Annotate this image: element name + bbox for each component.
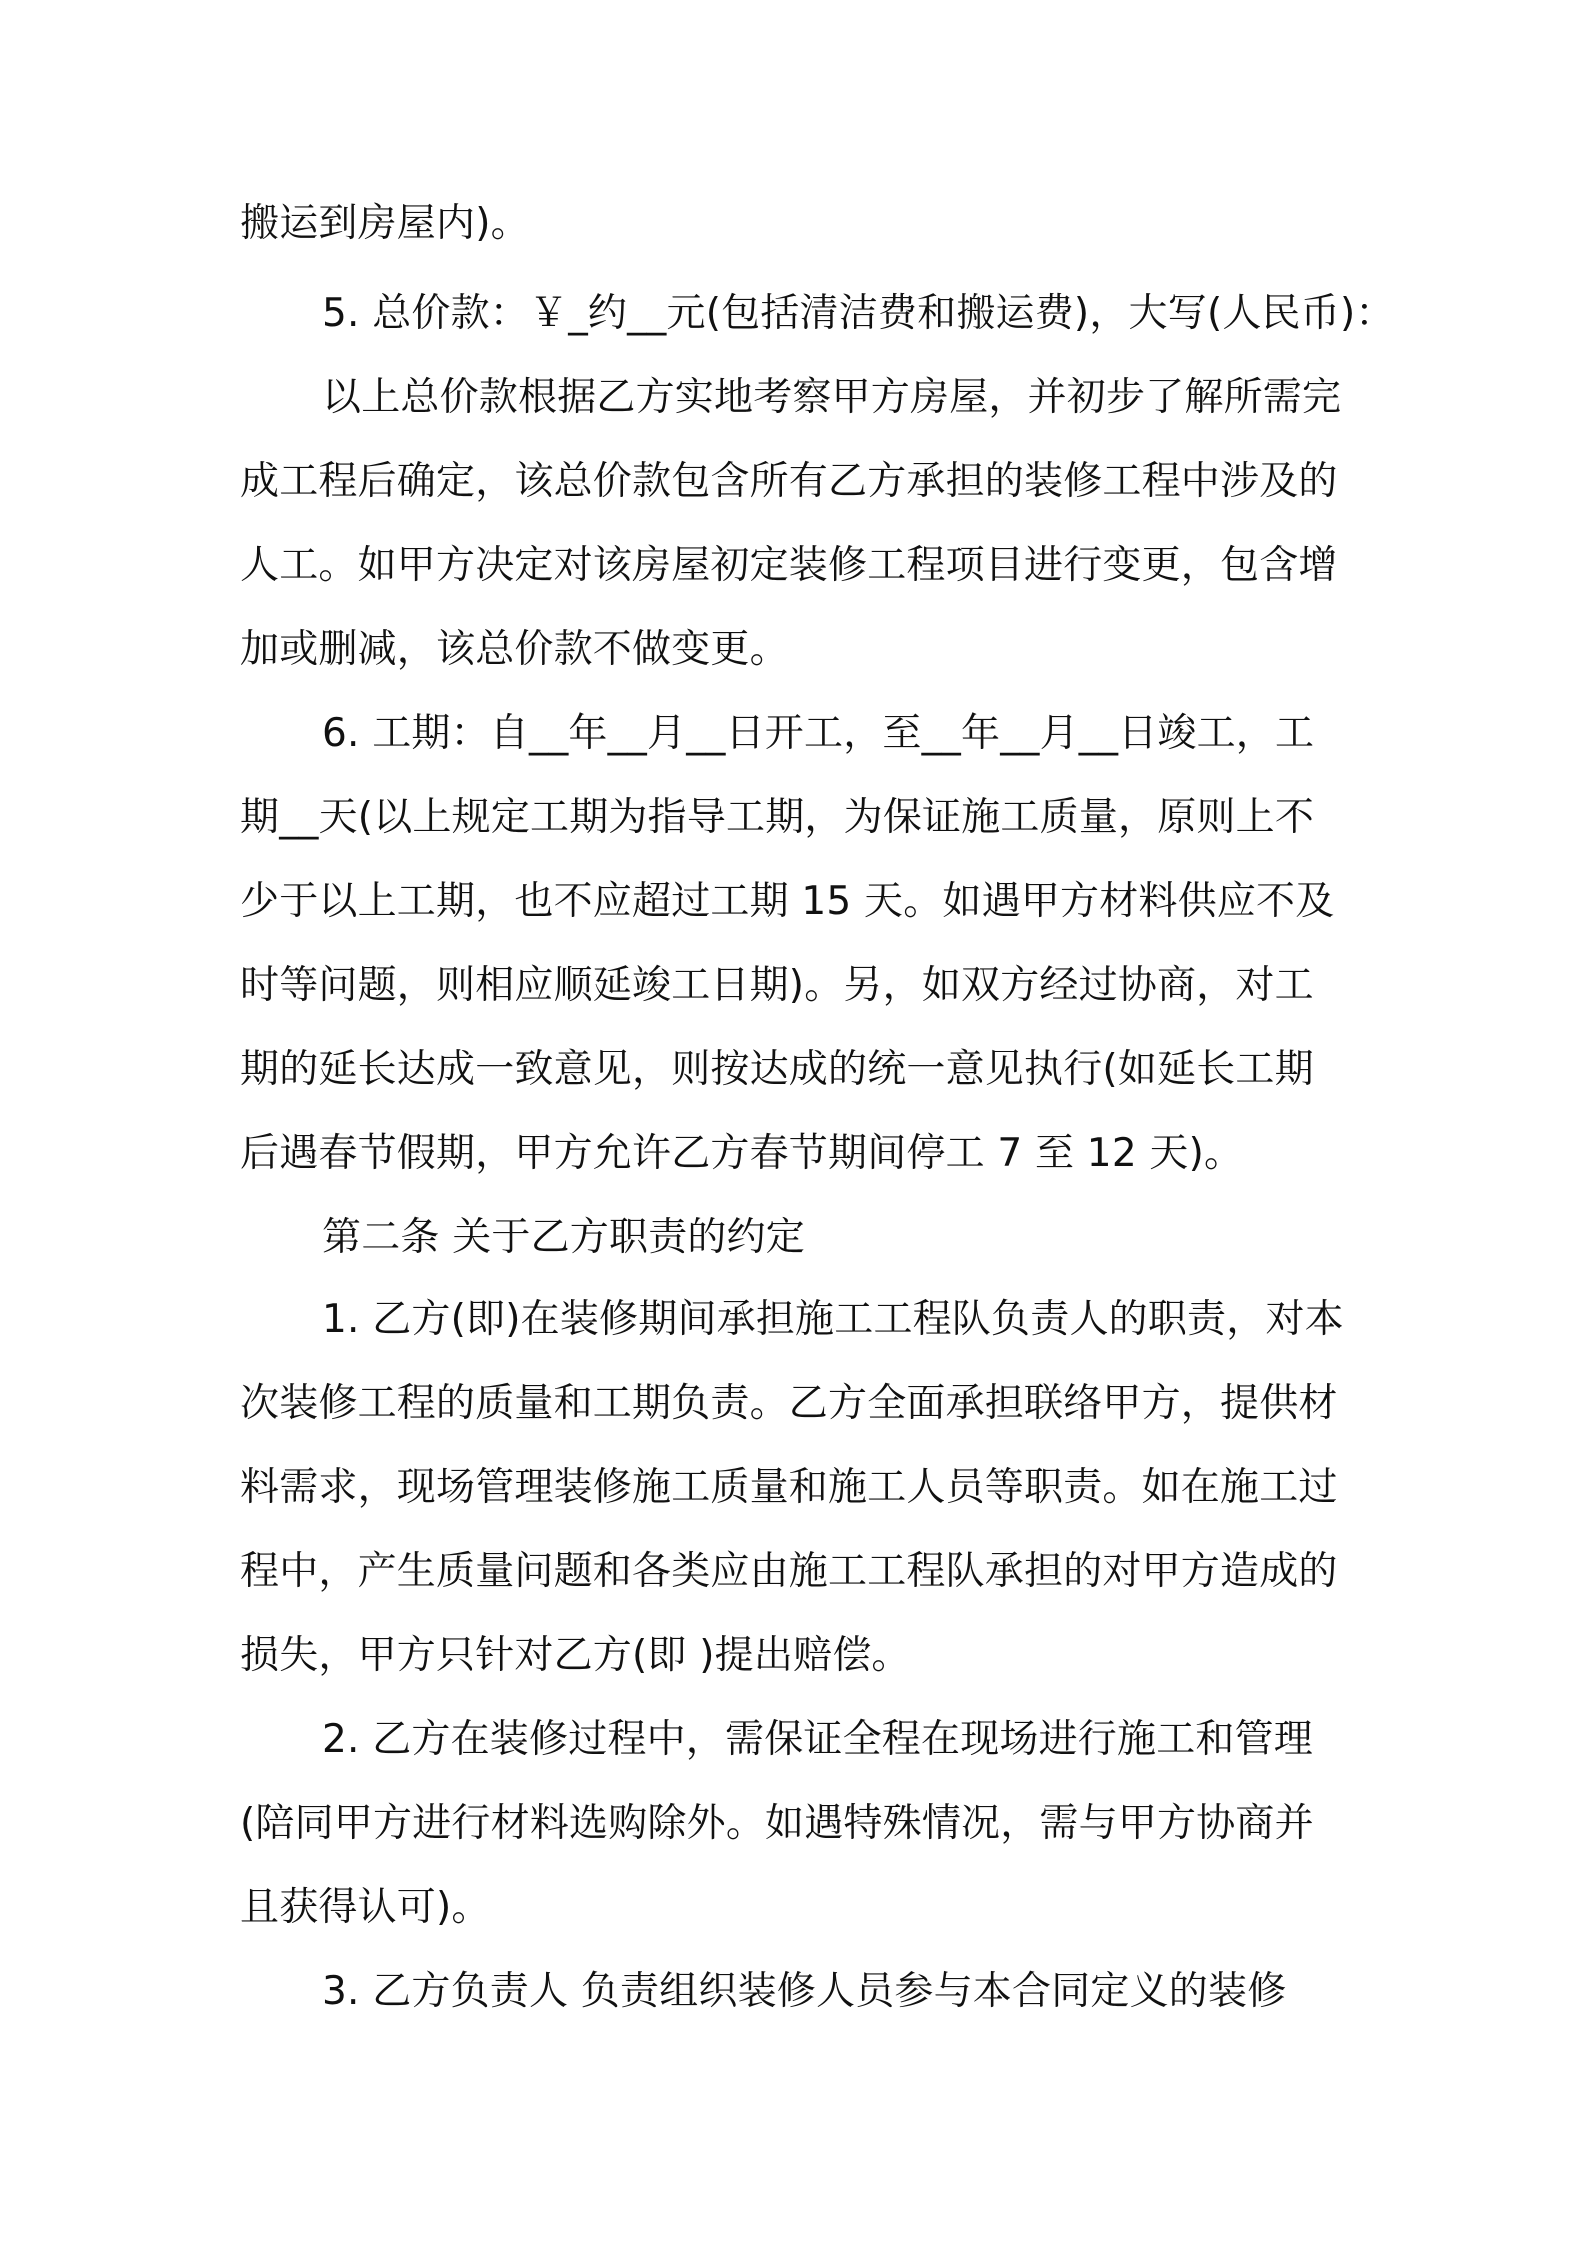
text-line: (陪同甲方进行材料选购除外。如遇特殊情况，需与甲方协商并 (240, 1801, 1314, 1846)
text-line: 料需求，现场管理装修施工质量和施工人员等职责。如在施工过 (240, 1465, 1338, 1510)
clause-organize: 3. 乙方负责人 负责组织装修人员参与本合同定义的装修 (322, 1969, 1287, 2014)
text-line: 时等问题，则相应顺延竣工日期)。另，如双方经过协商，对工 (240, 963, 1314, 1008)
clause-total-price: 5. 总价款：￥_约__元(包括清洁费和搬运费)，大写(人民币)： (322, 291, 1395, 336)
text-line: 程中，产生质量问题和各类应由施工工程队承担的对甲方造成的 (240, 1549, 1338, 1594)
text-line: 损失，甲方只针对乙方(即 )提出赔偿。 (240, 1633, 911, 1678)
section-heading: 第二条 关于乙方职责的约定 (322, 1215, 805, 1260)
text-line: 且获得认可)。 (240, 1885, 491, 1930)
clause-responsibility: 1. 乙方(即)在装修期间承担施工工程队负责人的职责，对本 (322, 1297, 1344, 1342)
clause-onsite: 2. 乙方在装修过程中，需保证全程在现场进行施工和管理 (322, 1717, 1314, 1762)
text-line: 次装修工程的质量和工期负责。乙方全面承担联络甲方，提供材 (240, 1381, 1338, 1426)
text-line: 人工。如甲方决定对该房屋初定装修工程项目进行变更，包含增 (240, 543, 1338, 588)
clause-schedule: 6. 工期：自__年__月__日开工，至__年__月__日竣工，工 (322, 711, 1315, 756)
text-line: 后遇春节假期，甲方允许乙方春节期间停工 7 至 12 天)。 (240, 1131, 1244, 1176)
text-line: 搬运到房屋内)。 (240, 201, 530, 246)
text-line: 少于以上工期，也不应超过工期 15 天。如遇甲方材料供应不及 (240, 879, 1335, 924)
text-line: 期__天(以上规定工期为指导工期，为保证施工质量，原则上不 (240, 795, 1315, 840)
text-line: 以上总价款根据乙方实地考察甲方房屋，并初步了解所需完 (322, 375, 1342, 420)
text-line: 成工程后确定，该总价款包含所有乙方承担的装修工程中涉及的 (240, 459, 1338, 504)
text-line: 加或删减，该总价款不做变更。 (240, 627, 789, 672)
text-line: 期的延长达成一致意见，则按达成的统一意见执行(如延长工期 (240, 1047, 1314, 1092)
